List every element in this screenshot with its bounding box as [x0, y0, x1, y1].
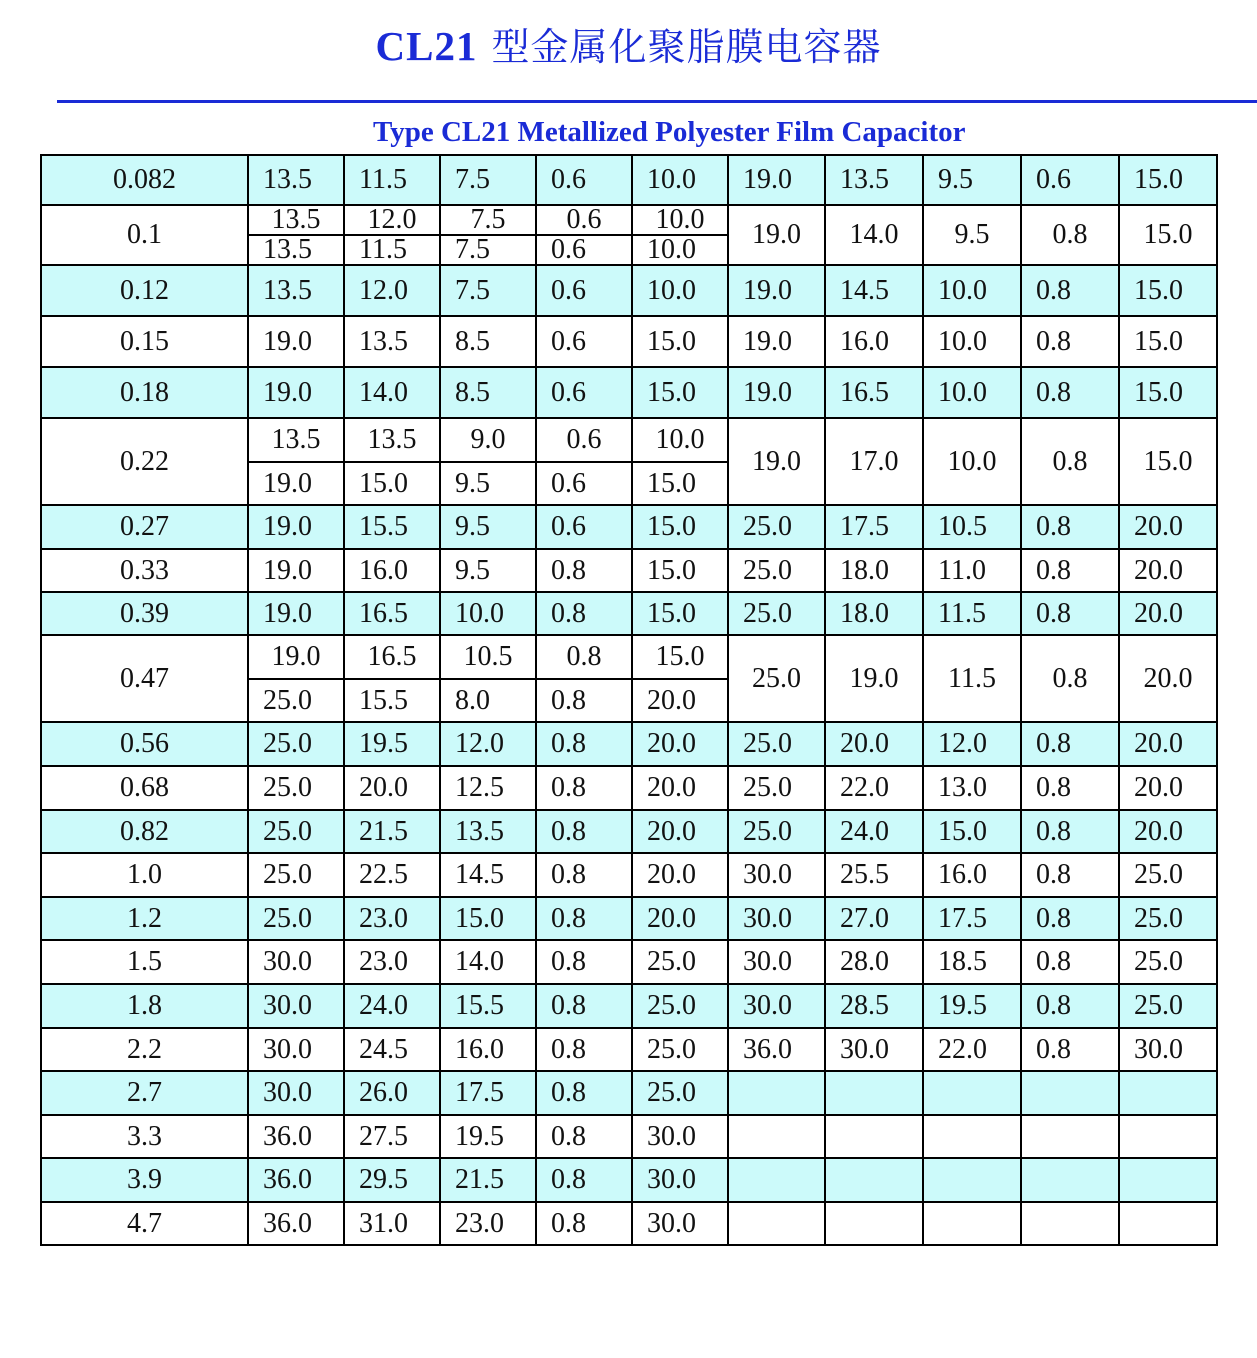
dimension-cell: 25.0	[632, 940, 728, 984]
dimension-cell: 19.5	[344, 722, 440, 766]
dimension-cell: 0.8	[536, 592, 632, 635]
dimension-cell: 13.0	[923, 766, 1021, 810]
dimension-cell: 9.5	[923, 205, 1021, 265]
dimension-cell: 10.0	[632, 205, 728, 235]
dimension-cell: 24.0	[344, 984, 440, 1028]
dimension-cell: 9.5	[440, 505, 536, 549]
dimension-cell: 0.8	[1021, 722, 1119, 766]
dimension-cell: 0.8	[536, 940, 632, 984]
capacitance-cell: 1.0	[41, 853, 248, 897]
dimension-cell: 16.0	[440, 1028, 536, 1071]
dimension-cell	[923, 1158, 1021, 1202]
dimension-cell: 20.0	[1119, 549, 1217, 592]
dimension-cell: 0.6	[536, 265, 632, 316]
dimension-cell: 0.8	[536, 897, 632, 940]
dimension-cell	[1021, 1115, 1119, 1158]
dimension-cell: 16.0	[344, 549, 440, 592]
dimension-cell: 20.0	[1119, 635, 1217, 722]
dimension-cell: 25.0	[632, 984, 728, 1028]
dimension-cell: 36.0	[248, 1158, 344, 1202]
dimension-cell: 0.6	[536, 367, 632, 418]
dimension-cell: 0.8	[1021, 853, 1119, 897]
table-row	[41, 722, 1217, 766]
dimension-cell: 19.0	[248, 316, 344, 367]
dimension-cell: 10.0	[632, 235, 728, 265]
dimension-cell: 10.0	[923, 418, 1021, 505]
dimension-cell: 24.5	[344, 1028, 440, 1071]
dimension-cell: 30.0	[248, 984, 344, 1028]
dimension-cell: 30.0	[248, 1071, 344, 1115]
title-divider	[57, 100, 1257, 103]
capacitance-cell: 0.15	[41, 316, 248, 367]
dimension-cell: 7.5	[440, 235, 536, 265]
dimension-cell: 14.0	[344, 367, 440, 418]
dimension-cell: 13.5	[248, 235, 344, 265]
dimension-cell: 19.0	[728, 367, 825, 418]
dimension-cell: 13.5	[248, 205, 344, 235]
dimension-cell: 19.0	[728, 205, 825, 265]
dimension-cell: 25.0	[728, 635, 825, 722]
dimension-cell: 15.0	[632, 316, 728, 367]
capacitance-cell: 2.7	[41, 1071, 248, 1115]
dimension-cell	[1021, 1202, 1119, 1245]
dimension-cell: 10.5	[440, 635, 536, 679]
table-row	[41, 316, 1217, 367]
dimension-cell	[923, 1202, 1021, 1245]
dimension-cell: 23.0	[344, 897, 440, 940]
dimension-cell: 30.0	[728, 853, 825, 897]
dimension-cell: 22.0	[923, 1028, 1021, 1071]
dimension-cell: 23.0	[440, 1202, 536, 1245]
dimension-cell: 12.0	[440, 722, 536, 766]
dimension-cell: 7.5	[440, 155, 536, 205]
dimension-cell	[728, 1202, 825, 1245]
dimension-cell: 13.5	[248, 418, 344, 462]
dimension-cell: 10.0	[923, 367, 1021, 418]
dimension-cell: 11.5	[344, 235, 440, 265]
dimension-cell: 10.0	[632, 155, 728, 205]
table-row	[41, 549, 1217, 592]
table-row	[41, 1071, 1217, 1115]
capacitance-cell: 0.082	[41, 155, 248, 205]
dimension-cell	[923, 1115, 1021, 1158]
capacitance-cell: 0.56	[41, 722, 248, 766]
dimension-cell: 19.0	[248, 549, 344, 592]
dimension-cell: 25.0	[1119, 984, 1217, 1028]
dimension-cell: 7.5	[440, 205, 536, 235]
dimension-cell: 20.0	[1119, 722, 1217, 766]
dimension-cell: 15.0	[1119, 367, 1217, 418]
dimension-cell: 13.5	[440, 810, 536, 853]
dimension-cell: 20.0	[632, 722, 728, 766]
dimension-cell: 0.6	[1021, 155, 1119, 205]
dimension-cell: 22.5	[344, 853, 440, 897]
table-row	[41, 1202, 1217, 1245]
dimension-cell: 15.0	[632, 549, 728, 592]
table-row	[41, 367, 1217, 418]
dimension-cell	[825, 1158, 923, 1202]
dimension-cell	[825, 1071, 923, 1115]
dimension-cell: 20.0	[1119, 810, 1217, 853]
dimension-cell: 12.5	[440, 766, 536, 810]
dimension-cell: 16.0	[825, 316, 923, 367]
dimension-cell: 9.5	[440, 462, 536, 505]
dimension-cell: 12.0	[344, 205, 440, 235]
dimension-cell: 30.0	[632, 1202, 728, 1245]
dimension-cell: 0.8	[536, 635, 632, 679]
capacitance-cell: 2.2	[41, 1028, 248, 1071]
dimension-cell: 14.5	[440, 853, 536, 897]
dimension-cell: 25.0	[248, 722, 344, 766]
dimension-cell: 20.0	[632, 853, 728, 897]
capacitance-cell: 0.68	[41, 766, 248, 810]
dimension-cell: 0.8	[536, 984, 632, 1028]
dimension-cell: 25.0	[248, 810, 344, 853]
dimension-cell: 0.8	[536, 679, 632, 722]
dimension-cell: 0.8	[1021, 984, 1119, 1028]
capacitance-cell: 3.9	[41, 1158, 248, 1202]
dimension-cell: 0.8	[536, 853, 632, 897]
dimension-cell: 15.0	[1119, 418, 1217, 505]
dimension-cell: 0.8	[1021, 265, 1119, 316]
capacitance-cell: 0.18	[41, 367, 248, 418]
dimension-cell: 0.6	[536, 235, 632, 265]
table-row	[41, 418, 1217, 462]
dimension-cell: 25.0	[728, 766, 825, 810]
dimension-cell: 0.6	[536, 155, 632, 205]
capacitance-cell: 0.82	[41, 810, 248, 853]
dimension-cell: 7.5	[440, 265, 536, 316]
dimension-cell: 8.0	[440, 679, 536, 722]
dimension-cell: 0.8	[1021, 592, 1119, 635]
dimension-cell: 15.0	[923, 810, 1021, 853]
dimension-cell: 25.0	[248, 897, 344, 940]
capacitance-cell: 0.33	[41, 549, 248, 592]
dimension-cell: 19.0	[248, 505, 344, 549]
dimension-cell: 15.0	[1119, 265, 1217, 316]
dimension-cell	[1119, 1115, 1217, 1158]
dimension-cell: 16.5	[825, 367, 923, 418]
dimension-cell: 19.0	[248, 367, 344, 418]
dimension-cell: 30.0	[728, 940, 825, 984]
dimension-cell: 25.0	[728, 505, 825, 549]
dimension-cell: 30.0	[248, 940, 344, 984]
dimension-cell: 15.0	[344, 462, 440, 505]
dimension-cell: 25.0	[728, 722, 825, 766]
capacitance-cell: 1.8	[41, 984, 248, 1028]
dimension-cell: 0.8	[536, 810, 632, 853]
dimension-cell: 25.0	[248, 679, 344, 722]
dimension-cell: 20.0	[632, 810, 728, 853]
dimension-cell: 19.5	[440, 1115, 536, 1158]
dimension-cell: 0.8	[536, 1071, 632, 1115]
table-row	[41, 810, 1217, 853]
dimension-cell: 15.0	[632, 592, 728, 635]
dimension-cell: 22.0	[825, 766, 923, 810]
dimension-cell: 0.8	[1021, 316, 1119, 367]
table-row	[41, 766, 1217, 810]
dimension-cell: 0.8	[1021, 549, 1119, 592]
dimension-cell: 15.0	[632, 635, 728, 679]
dimension-cell: 0.8	[1021, 766, 1119, 810]
dimension-cell	[1021, 1158, 1119, 1202]
dimension-cell: 13.5	[344, 418, 440, 462]
title-code: CL21	[375, 23, 478, 69]
dimension-cell: 10.0	[923, 265, 1021, 316]
dimension-cell: 25.0	[248, 766, 344, 810]
dimension-cell: 25.0	[1119, 853, 1217, 897]
dimension-cell: 15.0	[632, 505, 728, 549]
dimension-cell: 25.0	[1119, 897, 1217, 940]
dimension-cell: 20.0	[632, 679, 728, 722]
dimension-cell	[728, 1115, 825, 1158]
table-row	[41, 155, 1217, 205]
dimension-cell: 21.5	[440, 1158, 536, 1202]
table-row	[41, 984, 1217, 1028]
capacitance-cell: 3.3	[41, 1115, 248, 1158]
table-row	[41, 635, 1217, 679]
table-row	[41, 940, 1217, 984]
dimension-cell	[1119, 1202, 1217, 1245]
dimension-cell	[728, 1158, 825, 1202]
dimension-cell: 0.6	[536, 505, 632, 549]
dimension-cell: 19.0	[825, 635, 923, 722]
dimension-cell: 30.0	[248, 1028, 344, 1071]
dimension-cell: 0.8	[1021, 1028, 1119, 1071]
dimension-cell: 11.0	[923, 549, 1021, 592]
dimension-cell: 0.6	[536, 205, 632, 235]
dimension-cell: 10.0	[632, 265, 728, 316]
dimension-cell: 11.5	[344, 155, 440, 205]
dimension-cell: 14.0	[440, 940, 536, 984]
dimension-cell: 19.0	[728, 316, 825, 367]
dimension-cell: 19.0	[728, 155, 825, 205]
dimension-cell: 0.8	[536, 1158, 632, 1202]
table-row	[41, 265, 1217, 316]
dimension-cell: 10.0	[440, 592, 536, 635]
dimension-cell: 18.0	[825, 549, 923, 592]
capacitance-cell: 0.27	[41, 505, 248, 549]
dimension-cell: 8.5	[440, 367, 536, 418]
dimension-cell: 0.8	[536, 766, 632, 810]
dimension-cell: 36.0	[248, 1202, 344, 1245]
dimension-cell: 15.0	[1119, 155, 1217, 205]
dimension-cell: 10.0	[632, 418, 728, 462]
dimension-cell: 9.0	[440, 418, 536, 462]
dimension-cell: 25.5	[825, 853, 923, 897]
dimension-cell: 25.0	[632, 1071, 728, 1115]
capacitance-cell: 1.2	[41, 897, 248, 940]
dimension-cell: 8.5	[440, 316, 536, 367]
table-row	[41, 505, 1217, 549]
dimension-cell: 25.0	[728, 810, 825, 853]
dimension-cell: 0.8	[1021, 635, 1119, 722]
dimension-cell	[1021, 1071, 1119, 1115]
title-chinese: 型金属化聚脂膜电容器	[491, 25, 882, 69]
dimension-cell: 12.0	[923, 722, 1021, 766]
dimension-cell: 15.5	[344, 505, 440, 549]
capacitance-cell: 0.12	[41, 265, 248, 316]
dimension-cell: 25.0	[632, 1028, 728, 1071]
dimension-cell: 13.5	[248, 265, 344, 316]
dimension-cell: 0.8	[1021, 367, 1119, 418]
dimension-cell: 18.5	[923, 940, 1021, 984]
dimension-cell: 0.8	[1021, 418, 1119, 505]
dimension-cell: 15.5	[344, 679, 440, 722]
dimension-cell: 20.0	[632, 897, 728, 940]
dimension-cell: 9.5	[440, 549, 536, 592]
dimension-cell: 30.0	[728, 897, 825, 940]
dimension-cell: 30.0	[1119, 1028, 1217, 1071]
dimension-cell: 27.5	[344, 1115, 440, 1158]
dimension-cell: 15.0	[1119, 205, 1217, 265]
dimension-cell: 9.5	[923, 155, 1021, 205]
dimension-cell: 17.0	[825, 418, 923, 505]
page-title	[0, 16, 1257, 71]
dimension-cell: 27.0	[825, 897, 923, 940]
dimension-cell: 28.5	[825, 984, 923, 1028]
dimension-cell: 15.0	[632, 462, 728, 505]
dimension-cell: 15.5	[440, 984, 536, 1028]
dimension-cell: 28.0	[825, 940, 923, 984]
dimension-cell: 0.8	[1021, 205, 1119, 265]
dimension-cell: 20.0	[344, 766, 440, 810]
dimension-cell: 0.6	[536, 418, 632, 462]
dimension-cell: 20.0	[632, 766, 728, 810]
dimension-cell: 24.0	[825, 810, 923, 853]
table-row	[41, 853, 1217, 897]
dimension-cell: 20.0	[1119, 766, 1217, 810]
dimension-cell: 23.0	[344, 940, 440, 984]
table-row	[41, 1158, 1217, 1202]
dimension-cell: 30.0	[632, 1158, 728, 1202]
capacitance-cell: 0.47	[41, 635, 248, 722]
dimension-cell: 29.5	[344, 1158, 440, 1202]
dimension-cell: 20.0	[1119, 505, 1217, 549]
table-row	[41, 1115, 1217, 1158]
dimension-cell	[1119, 1158, 1217, 1202]
table-row	[41, 1028, 1217, 1071]
dimension-cell: 0.6	[536, 316, 632, 367]
capacitance-cell: 1.5	[41, 940, 248, 984]
capacitor-dimension-table	[40, 154, 1218, 1246]
dimension-cell: 0.6	[536, 462, 632, 505]
page-subtitle: Type CL21 Metallized Polyester Film Capacitor	[373, 116, 966, 148]
dimension-cell: 30.0	[728, 984, 825, 1028]
dimension-cell: 19.0	[728, 418, 825, 505]
dimension-cell: 25.0	[728, 592, 825, 635]
dimension-cell: 25.0	[728, 549, 825, 592]
dimension-cell: 16.5	[344, 635, 440, 679]
dimension-cell	[728, 1071, 825, 1115]
dimension-cell: 19.0	[248, 635, 344, 679]
dimension-cell	[1119, 1071, 1217, 1115]
dimension-cell: 31.0	[344, 1202, 440, 1245]
dimension-cell: 16.0	[923, 853, 1021, 897]
dimension-cell	[825, 1115, 923, 1158]
capacitance-cell: 0.22	[41, 418, 248, 505]
dimension-cell: 16.5	[344, 592, 440, 635]
dimension-cell: 30.0	[632, 1115, 728, 1158]
dimension-cell: 13.5	[248, 155, 344, 205]
dimension-cell: 36.0	[248, 1115, 344, 1158]
dimension-cell: 15.0	[1119, 316, 1217, 367]
dimension-cell: 0.8	[536, 1115, 632, 1158]
dimension-cell: 21.5	[344, 810, 440, 853]
dimension-cell: 36.0	[728, 1028, 825, 1071]
dimension-cell: 17.5	[923, 897, 1021, 940]
dimension-cell: 0.8	[1021, 810, 1119, 853]
dimension-cell: 10.5	[923, 505, 1021, 549]
dimension-cell: 20.0	[1119, 592, 1217, 635]
dimension-cell: 12.0	[344, 265, 440, 316]
dimension-cell: 15.0	[632, 367, 728, 418]
dimension-cell: 18.0	[825, 592, 923, 635]
dimension-cell: 0.8	[1021, 940, 1119, 984]
dimension-cell: 19.0	[248, 592, 344, 635]
dimension-cell: 20.0	[825, 722, 923, 766]
dimension-cell: 25.0	[1119, 940, 1217, 984]
dimension-cell: 11.5	[923, 592, 1021, 635]
dimension-cell: 0.8	[1021, 505, 1119, 549]
dimension-cell: 25.0	[248, 853, 344, 897]
dimension-cell	[923, 1071, 1021, 1115]
dimension-cell: 0.8	[536, 722, 632, 766]
dimension-cell: 19.0	[728, 265, 825, 316]
dimension-cell: 11.5	[923, 635, 1021, 722]
dimension-cell: 14.5	[825, 265, 923, 316]
capacitance-cell: 0.39	[41, 592, 248, 635]
capacitance-cell: 4.7	[41, 1202, 248, 1245]
table-row	[41, 897, 1217, 940]
dimension-cell: 10.0	[923, 316, 1021, 367]
dimension-cell: 26.0	[344, 1071, 440, 1115]
dimension-cell: 15.0	[440, 897, 536, 940]
table-row	[41, 592, 1217, 635]
dimension-cell: 0.8	[1021, 897, 1119, 940]
dimension-cell: 14.0	[825, 205, 923, 265]
capacitance-cell: 0.1	[41, 205, 248, 265]
table-row	[41, 205, 1217, 235]
dimension-cell	[825, 1202, 923, 1245]
dimension-cell: 0.8	[536, 1202, 632, 1245]
dimension-cell: 30.0	[825, 1028, 923, 1071]
dimension-cell: 19.0	[248, 462, 344, 505]
dimension-cell: 17.5	[825, 505, 923, 549]
dimension-cell: 19.5	[923, 984, 1021, 1028]
dimension-cell: 13.5	[344, 316, 440, 367]
dimension-cell: 17.5	[440, 1071, 536, 1115]
dimension-cell: 0.8	[536, 1028, 632, 1071]
dimension-cell: 13.5	[825, 155, 923, 205]
dimension-cell: 0.8	[536, 549, 632, 592]
